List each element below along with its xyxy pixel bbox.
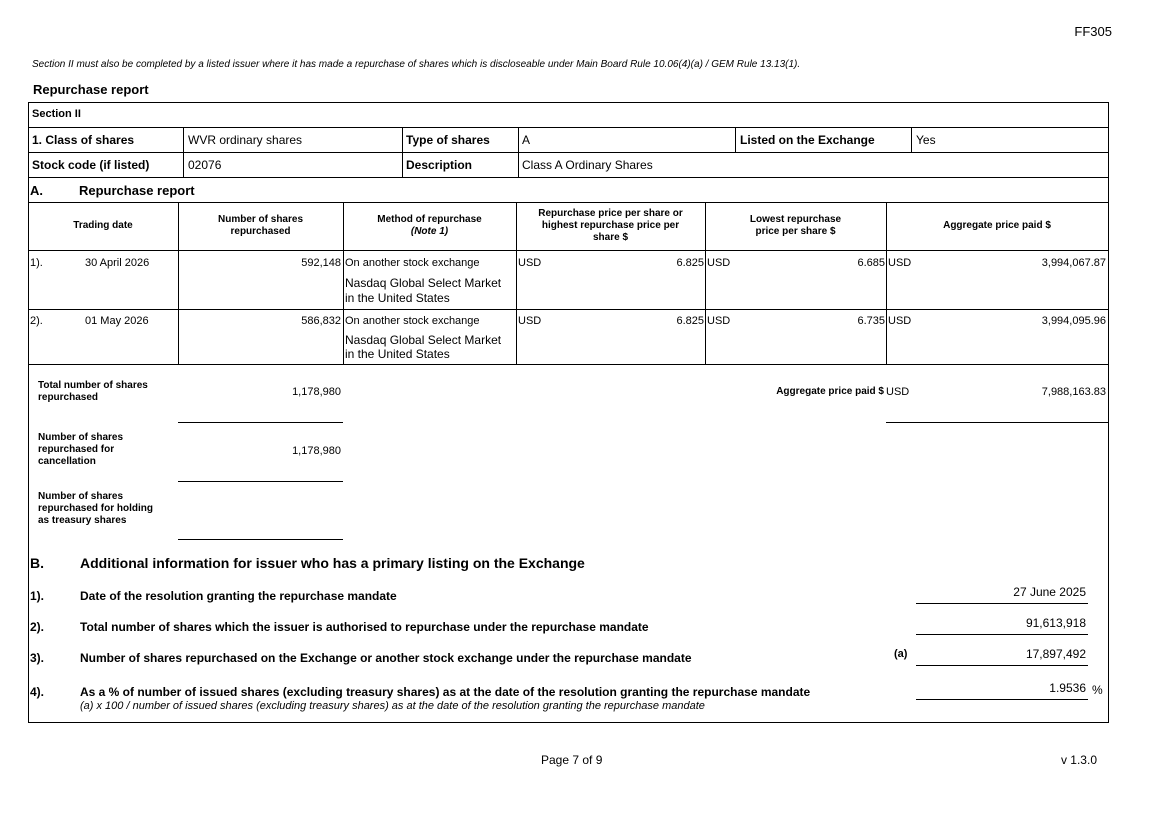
- row-2-price: 6.825: [676, 315, 704, 327]
- row-2-agg-currency: USD: [888, 315, 912, 327]
- page-number: Page 7 of 9: [541, 753, 603, 767]
- type-value: A: [522, 133, 531, 147]
- part-b-item-4-sublabel: (a) x 100 / number of issued shares (excluding treasury shares) as at the date of the resolution granting the repurchase mandate: [80, 700, 705, 712]
- row-1-method-detail-1: Nasdaq Global Select Market: [345, 276, 502, 290]
- row-2-shares: 586,832: [301, 315, 341, 327]
- part-b-item-4-label: As a % of number of issued shares (excluding treasury shares) as at the date of the resolution granting the repurchase mandate: [80, 685, 811, 699]
- row-2-lowest: 6.735: [857, 315, 885, 327]
- header-aggregate: Aggregate price paid $: [943, 220, 1051, 231]
- row-1-method: On another stock exchange: [345, 257, 480, 269]
- row-1-date: 30 April 2026: [85, 257, 150, 269]
- total-aggregate-currency: USD: [886, 386, 910, 398]
- part-b-item-1-index: 1).: [30, 589, 45, 603]
- row-1-method-detail-2: in the United States: [345, 291, 450, 305]
- part-b-item-1-value: 27 June 2025: [1013, 585, 1086, 599]
- part-b-item-2-label: Total number of shares which the issuer is authorised to repurchase under the repurchase mandate: [80, 620, 649, 634]
- report-title: Repurchase report: [33, 82, 149, 97]
- part-b-item-3-index: 3).: [30, 651, 45, 665]
- total-shares-label: Total number of shares repurchased: [38, 380, 148, 403]
- listed-value: Yes: [916, 133, 936, 147]
- row-1-lowest-currency: USD: [707, 257, 731, 269]
- listed-label: Listed on the Exchange: [740, 133, 875, 147]
- part-b-item-4-unit: %: [1092, 683, 1103, 697]
- row-1-price-currency: USD: [518, 257, 542, 269]
- row-2-method-detail-2: in the United States: [345, 347, 450, 361]
- stock-code-value: 02076: [188, 158, 222, 172]
- part-a-letter: A.: [30, 183, 43, 198]
- part-b-item-2-index: 2).: [30, 620, 45, 634]
- type-label: Type of shares: [406, 133, 490, 147]
- version: v 1.3.0: [1060, 753, 1097, 767]
- part-b-letter: B.: [30, 555, 44, 571]
- treasury-label: Number of shares repurchased for holding as treasury shares: [38, 491, 154, 526]
- part-b-item-3-value: 17,897,492: [1025, 647, 1086, 661]
- total-shares-value: 1,178,980: [292, 386, 341, 398]
- header-lowest: Lowest repurchase price per share $: [749, 214, 842, 237]
- row-1-aggregate: 3,994,067.87: [1041, 257, 1106, 269]
- form-code: FF305: [1074, 24, 1112, 39]
- part-a-title: Repurchase report: [79, 183, 195, 198]
- header-trading-date: Trading date: [73, 220, 133, 231]
- intro-note: Section II must also be completed by a listed issuer where it has made a repurchase of shares which is discloseable under Main Board Rule 10.06(4)(a) / GEM Rule 13.13(1).: [32, 59, 801, 70]
- part-b-item-3-marker: (a): [894, 648, 908, 660]
- row-1-agg-currency: USD: [888, 257, 912, 269]
- header-price: Repurchase price per share or highest repurchase price per share $: [538, 208, 683, 243]
- total-aggregate-label: Aggregate price paid $: [776, 386, 884, 397]
- header-method: Method of repurchase (Note 1): [377, 214, 482, 237]
- total-aggregate-value: 7,988,163.83: [1041, 386, 1106, 398]
- row-2-lowest-currency: USD: [707, 315, 731, 327]
- part-b-item-4-index: 4).: [30, 685, 45, 699]
- class-value: WVR ordinary shares: [188, 133, 303, 147]
- section-label: Section II: [32, 108, 81, 120]
- row-2-index: 2).: [30, 315, 43, 327]
- stock-code-label: Stock code (if listed): [32, 158, 150, 172]
- row-2-price-currency: USD: [518, 315, 542, 327]
- row-2-method-detail-1: Nasdaq Global Select Market: [345, 333, 502, 347]
- row-1-shares: 592,148: [301, 257, 341, 269]
- description-label: Description: [406, 158, 473, 172]
- part-b-title: Additional information for issuer who has a primary listing on the Exchange: [80, 555, 585, 571]
- cancellation-label: Number of shares repurchased for cancellation: [38, 432, 124, 467]
- part-b-item-1-label: Date of the resolution granting the repurchase mandate: [80, 589, 397, 603]
- row-1-index: 1).: [30, 257, 43, 269]
- row-1-lowest: 6.685: [857, 257, 885, 269]
- row-2-date: 01 May 2026: [85, 315, 149, 327]
- row-2-aggregate: 3,994,095.96: [1041, 315, 1106, 327]
- header-num-shares: Number of shares repurchased: [217, 214, 304, 237]
- part-b-item-4-value: 1.9536: [1049, 681, 1086, 695]
- row-2-method: On another stock exchange: [345, 315, 480, 327]
- cancellation-value: 1,178,980: [292, 445, 341, 457]
- class-label: 1. Class of shares: [32, 133, 135, 147]
- part-b-item-3-label: Number of shares repurchased on the Exchange or another stock exchange under the repurchase mandate: [80, 651, 692, 665]
- description-value: Class A Ordinary Shares: [522, 158, 653, 172]
- part-b-item-2-value: 91,613,918: [1025, 616, 1086, 630]
- row-1-price: 6.825: [676, 257, 704, 269]
